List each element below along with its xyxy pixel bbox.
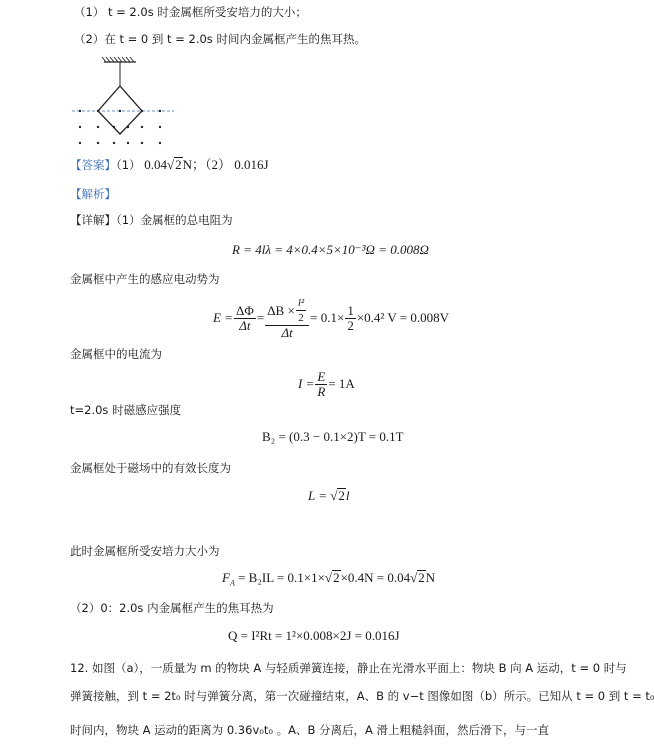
equation-current: I = $\frac{E}{R}$ = 1A (298, 368, 355, 399)
answer-label: 【答案】 (70, 158, 116, 172)
detail-intro: 【详解】（1）金属框的总电阻为 (70, 213, 233, 227)
field-text: t=2.0s 时磁感应强度 (70, 403, 182, 417)
equation-field: B₂ = (0.3 − 0.1×2)T = 0.1T (262, 429, 404, 444)
heat-text: （2）0：2.0s 内金属框产生的焦耳热为 (70, 601, 274, 615)
metal-frame-figure (70, 56, 180, 156)
equation-heat: Q = I²Rt = 1²×0.008×2J = 0.016J (228, 628, 400, 643)
next-question-line-2: 弹簧接触，到 t = 2t₀ 时与弹簧分离，第一次碰撞结束，A、B 的 v−t 图像如图（b）所示。已知从 t = 0 到 t = t₀ (70, 689, 654, 703)
length-text: 金属框处于磁场中的有效长度为 (70, 461, 231, 475)
question-part-1: （1） t = 2.0s 时金属框所受安培力的大小； (74, 5, 307, 19)
equation-force: $F_A = B_2IL = 0.1\times 1\times√2\times 0.4N = 0.04√2N$ (222, 570, 436, 588)
next-question-line-1: 12. 如图（a），一质量为 m 的物块 A 与轻质弹簧连接，静止在光滑水平面上：物块 B 向 A 运动，t = 0 时与 (70, 661, 627, 675)
answer-part1-value: 0.04√2N；（2） 0.016J (144, 157, 269, 172)
equation-resistance: R = 4lλ = 4×0.4×5×10⁻³Ω = 0.008Ω (232, 242, 429, 257)
equation-length: L = √2l (308, 488, 350, 503)
next-question-line-3: 时间内，物块 A 运动的距离为 0.36v₀t₀ 。A、B 分离后，A 滑上粗糙斜面，然后滑下，与一直 (70, 723, 550, 737)
answer-part1-prefix: （1） (116, 158, 141, 172)
emf-text: 金属框中产生的感应电动势为 (70, 272, 220, 286)
analysis-label: 【解析】 (70, 187, 116, 201)
equation-emf: E = $\frac{\Delta\Phi}{\Delta t}$ = ΔB × $\frac{\text{l²}}{2}$ Δt = 0.1× $\frac{1}{2}$ ×0.4² V = 0.008V (213, 297, 449, 340)
current-text: 金属框中的电流为 (70, 347, 162, 361)
answer-line (70, 157, 269, 173)
force-text: 此时金属框所受安培力大小为 (70, 544, 220, 558)
question-part-2: （2）在 t = 0 到 t = 2.0s 时间内金属框产生的焦耳热。 (74, 32, 366, 46)
